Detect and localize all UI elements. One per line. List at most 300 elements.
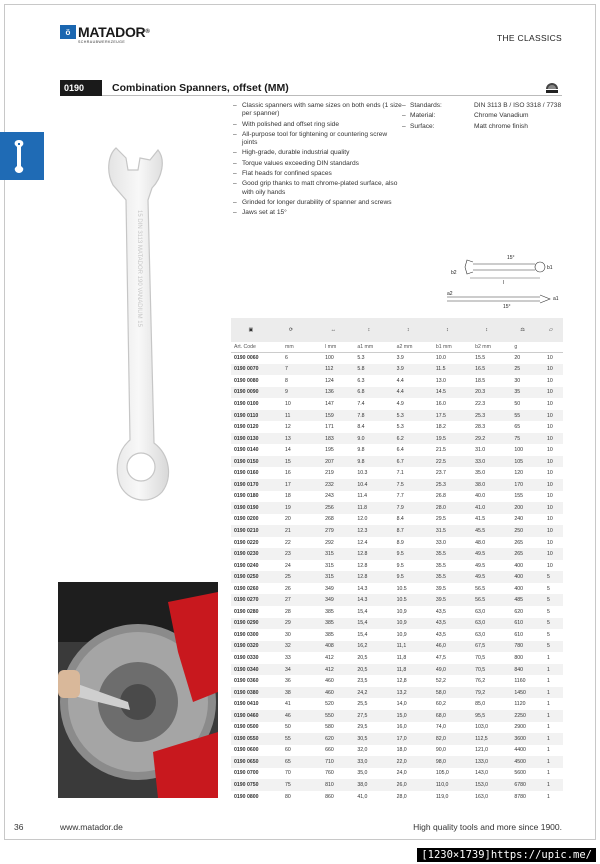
table-cell: 810	[317, 779, 349, 791]
table-cell: 5.3	[389, 410, 428, 422]
table-cell: 0190 0180	[231, 491, 271, 503]
table-cell: 183	[317, 433, 349, 445]
table-cell: 16.0	[428, 398, 467, 410]
table-cell: 65	[506, 421, 539, 433]
table-cell: 315	[317, 571, 349, 583]
table-cell: 349	[317, 594, 349, 606]
table-cell: 349	[317, 583, 349, 595]
table-cell: 12.4	[349, 537, 388, 549]
table-cell: 0190 0800	[231, 791, 271, 803]
table-cell: 7.4	[349, 398, 388, 410]
table-cell: 610	[506, 618, 539, 630]
table-row	[231, 641, 563, 653]
table-cell: 315	[317, 560, 349, 572]
table-cell: 29,5	[349, 722, 388, 734]
feature-item: – Grinded for longer durability of spanner and screws	[233, 198, 392, 206]
table-cell: 0190 0110	[231, 410, 271, 422]
table-cell: 860	[317, 791, 349, 803]
table-cell: 30	[271, 629, 311, 641]
table-cell: 11,8	[389, 664, 428, 676]
table-cell: 3.9	[389, 352, 428, 364]
table-cell: 56.5	[467, 583, 506, 595]
b1-icon: ↕	[428, 318, 467, 342]
table-cell: 49.5	[467, 571, 506, 583]
table-cell: 0190 0290	[231, 618, 271, 630]
b2-icon: ↕	[467, 318, 506, 342]
table-cell: 400	[506, 571, 539, 583]
table-row	[231, 433, 563, 445]
table-cell: 49.5	[467, 548, 506, 560]
table-cell: 385	[317, 606, 349, 618]
table-icon-row	[231, 318, 563, 342]
table-cell: 0190 0230	[231, 548, 271, 560]
table-cell: 0190 0260	[231, 583, 271, 595]
table-cell: 21.5	[428, 444, 467, 456]
table-cell: 48.0	[467, 537, 506, 549]
table-cell: 63,0	[467, 629, 506, 641]
table-cell: 46	[271, 710, 311, 722]
brand-subtitle: SCHRAUBWERKZEUGE	[78, 40, 126, 44]
table-cell: 15,4	[349, 629, 388, 641]
table-row	[231, 491, 563, 503]
table-cell: 28.3	[467, 421, 506, 433]
table-cell: 27,5	[349, 710, 388, 722]
table-cell: 147	[317, 398, 349, 410]
table-cell: 24	[271, 560, 311, 572]
a1-icon: ↕	[349, 318, 388, 342]
table-cell: 29.5	[428, 514, 467, 526]
table-cell: 12.0	[349, 514, 388, 526]
table-cell: 9.5	[389, 571, 428, 583]
table-cell: 6.8	[349, 387, 388, 399]
table-row	[231, 606, 563, 618]
section-label: THE CLASSICS	[496, 33, 562, 43]
table-row	[231, 779, 563, 791]
table-cell: 4.4	[389, 387, 428, 399]
table-cell: 41,0	[349, 791, 388, 803]
table-cell: 1	[539, 791, 563, 803]
table-cell: 760	[317, 768, 349, 780]
table-cell: 412	[317, 652, 349, 664]
table-cell: 10	[539, 364, 563, 376]
table-row	[231, 352, 563, 364]
table-cell: 385	[317, 618, 349, 630]
table-cell: 460	[317, 687, 349, 699]
table-cell: 6.7	[389, 456, 428, 468]
table-cell: 0190 0240	[231, 560, 271, 572]
table-cell: 412	[317, 664, 349, 676]
table-cell: 4.9	[389, 398, 428, 410]
table-cell: 85,0	[467, 698, 506, 710]
table-cell: 7.8	[349, 410, 388, 422]
table-cell: 0190 0600	[231, 745, 271, 757]
table-cell: 15.5	[467, 352, 506, 364]
table-cell: 11.8	[349, 502, 388, 514]
table-cell: 95,5	[467, 710, 506, 722]
table-cell: 710	[317, 756, 349, 768]
table-cell: 33.0	[467, 456, 506, 468]
table-cell: 10	[539, 387, 563, 399]
table-cell: 0190 0300	[231, 629, 271, 641]
table-cell: 10.5	[389, 594, 428, 606]
diagram-b1: b1	[547, 265, 553, 271]
table-cell: 12	[271, 421, 311, 433]
wrench-icon	[12, 138, 26, 174]
table-cell: 207	[317, 456, 349, 468]
table-cell: 20	[271, 514, 311, 526]
table-cell: 0190 0700	[231, 768, 271, 780]
table-cell: 5600	[506, 768, 539, 780]
table-cell: 12.3	[349, 525, 388, 537]
table-cell: 65	[271, 756, 311, 768]
table-cell: 10	[271, 398, 311, 410]
table-cell: 15,0	[389, 710, 428, 722]
table-cell: 50	[506, 398, 539, 410]
table-cell: 4400	[506, 745, 539, 757]
table-cell: 18.2	[428, 421, 467, 433]
table-cell: 400	[506, 560, 539, 572]
feature-item: – High-grade, durable industrial quality	[233, 149, 350, 157]
table-cell: 35	[506, 387, 539, 399]
table-row	[231, 629, 563, 641]
table-cell: 17	[271, 479, 311, 491]
table-cell: 268	[317, 514, 349, 526]
table-cell: 10	[539, 421, 563, 433]
spec-row-standards: – Standards: DIN 3113 B / ISO 3318 / 7738	[402, 102, 562, 109]
table-cell: 195	[317, 444, 349, 456]
table-cell: 10	[539, 444, 563, 456]
table-cell: 8.7	[389, 525, 428, 537]
table-cell: 460	[317, 675, 349, 687]
table-row	[231, 514, 563, 526]
table-row	[231, 398, 563, 410]
table-cell: 11,8	[389, 652, 428, 664]
table-cell: 6	[271, 352, 311, 364]
table-cell: 70,5	[467, 664, 506, 676]
table-cell: 60,2	[428, 698, 467, 710]
table-cell: 315	[317, 548, 349, 560]
table-cell: 580	[317, 722, 349, 734]
table-cell: 5	[539, 641, 563, 653]
spec-list	[402, 102, 562, 133]
table-cell: 219	[317, 467, 349, 479]
table-cell: 8780	[506, 791, 539, 803]
table-row	[231, 583, 563, 595]
table-cell: 112	[317, 364, 349, 376]
table-body	[231, 352, 563, 802]
table-cell: 7.1	[389, 467, 428, 479]
table-cell: 50	[271, 722, 311, 734]
diagram-angle-top: 15°	[507, 255, 515, 261]
table-cell: 10	[539, 467, 563, 479]
table-cell: 25,5	[349, 698, 388, 710]
table-cell: 40.0	[467, 491, 506, 503]
table-cell: 28,0	[389, 791, 428, 803]
table-cell: 170	[506, 479, 539, 491]
packing-box-icon: ▱	[539, 318, 563, 342]
table-cell: 16	[271, 467, 311, 479]
table-row	[231, 710, 563, 722]
table-cell: 10	[539, 514, 563, 526]
table-cell: 68,0	[428, 710, 467, 722]
table-cell: 22.5	[428, 456, 467, 468]
table-cell: 12.8	[349, 548, 388, 560]
table-cell: 14.5	[428, 387, 467, 399]
table-cell: 163,0	[467, 791, 506, 803]
table-cell: 23.7	[428, 467, 467, 479]
spec-row-surface: – Surface: Matt chrome finish	[402, 122, 528, 130]
table-cell: 610	[506, 629, 539, 641]
table-cell: 58,0	[428, 687, 467, 699]
table-cell: 22.3	[467, 398, 506, 410]
table-cell: 27	[271, 594, 311, 606]
table-cell: 5.8	[349, 364, 388, 376]
table-cell: 171	[317, 421, 349, 433]
diagram-l: l	[503, 280, 505, 286]
table-cell: 550	[317, 710, 349, 722]
table-cell: 5	[539, 618, 563, 630]
art-code-icon: ▣	[231, 318, 271, 342]
table-cell: 265	[506, 537, 539, 549]
table-cell: 0190 0200	[231, 514, 271, 526]
table-cell: 0190 0410	[231, 698, 271, 710]
table-cell: 10,9	[389, 629, 428, 641]
page-number: 36	[14, 822, 24, 832]
table-cell: 100	[506, 444, 539, 456]
table-cell: 1	[539, 768, 563, 780]
table-cell: 10,9	[389, 606, 428, 618]
table-cell: 29	[271, 618, 311, 630]
table-cell: 39.5	[428, 583, 467, 595]
table-cell: 155	[506, 491, 539, 503]
table-cell: 110,0	[428, 779, 467, 791]
table-cell: 10	[539, 479, 563, 491]
table-cell: 33	[271, 652, 311, 664]
table-cell: 14.3	[349, 583, 388, 595]
table-cell: 29.2	[467, 433, 506, 445]
table-cell: 15,4	[349, 618, 388, 630]
table-cell: 10.0	[428, 352, 467, 364]
table-cell: 52,2	[428, 675, 467, 687]
table-cell: 0190 0170	[231, 479, 271, 491]
table-cell: 9.0	[349, 433, 388, 445]
feature-list	[233, 102, 403, 220]
feature-item: – Flat heads for confined spaces	[233, 170, 332, 178]
table-cell: 9.8	[349, 456, 388, 468]
feature-item: – Jaws set at 15°	[233, 209, 287, 217]
table-cell: 33.0	[428, 537, 467, 549]
table-cell: 38.0	[467, 479, 506, 491]
table-cell: 385	[317, 629, 349, 641]
table-cell: 1450	[506, 687, 539, 699]
table-cell: 14,0	[389, 698, 428, 710]
table-cell: 67,5	[467, 641, 506, 653]
table-cell: 0190 0460	[231, 710, 271, 722]
table-cell: 12,8	[389, 675, 428, 687]
table-cell: 43,5	[428, 606, 467, 618]
table-row	[231, 756, 563, 768]
table-cell: 35,0	[349, 768, 388, 780]
combination-spanner-image	[58, 100, 218, 570]
table-cell: 112,5	[467, 733, 506, 745]
table-cell: 9	[271, 387, 311, 399]
table-row	[231, 525, 563, 537]
feature-item: – Torque values exceeding DIN standards	[233, 159, 359, 167]
table-cell: 10	[539, 410, 563, 422]
table-cell: 49,0	[428, 664, 467, 676]
table-cell: 38,0	[349, 779, 388, 791]
table-cell: 35.5	[428, 571, 467, 583]
table-cell: 8	[271, 375, 311, 387]
table-cell: 250	[506, 525, 539, 537]
table-cell: 119,0	[428, 791, 467, 803]
table-row	[231, 479, 563, 491]
table-cell: 485	[506, 594, 539, 606]
table-cell: 47,5	[428, 652, 467, 664]
table-cell: 0190 0160	[231, 467, 271, 479]
table-cell: 13	[271, 433, 311, 445]
table-cell: 20.3	[467, 387, 506, 399]
table-cell: 4.4	[389, 375, 428, 387]
table-cell: 18,0	[389, 745, 428, 757]
table-cell: 10	[539, 560, 563, 572]
table-cell: 620	[506, 606, 539, 618]
table-cell: 10	[539, 502, 563, 514]
table-row	[231, 745, 563, 757]
table-cell: 660	[317, 745, 349, 757]
table-cell: 10.5	[389, 583, 428, 595]
table-cell: 12.8	[349, 571, 388, 583]
table-cell: 22	[271, 537, 311, 549]
table-cell: 0190 0210	[231, 525, 271, 537]
table-cell: 28	[271, 606, 311, 618]
table-cell: 408	[317, 641, 349, 653]
table-cell: 133,0	[467, 756, 506, 768]
table-cell: 31.0	[467, 444, 506, 456]
table-cell: 41	[271, 698, 311, 710]
table-cell: 292	[317, 537, 349, 549]
table-cell: 20,5	[349, 664, 388, 676]
brand-registered: ®	[145, 29, 150, 35]
table-cell: 41.0	[467, 502, 506, 514]
table-cell: 6.2	[389, 433, 428, 445]
table-row	[231, 722, 563, 734]
table-cell: 265	[506, 548, 539, 560]
footer-url[interactable]: www.matador.de	[60, 822, 123, 832]
table-cell: 7.5	[389, 479, 428, 491]
table-cell: 100	[317, 352, 349, 364]
a2-icon: ↕	[389, 318, 428, 342]
table-cell: 2250	[506, 710, 539, 722]
table-cell: 76,2	[467, 675, 506, 687]
table-cell: 70	[271, 768, 311, 780]
table-cell: 0190 0320	[231, 641, 271, 653]
table-cell: 10	[539, 352, 563, 364]
table-cell: 70,5	[467, 652, 506, 664]
table-cell: 8.4	[349, 421, 388, 433]
spec-row-material: – Material: Chrome Vanadium	[402, 112, 529, 120]
table-cell: 5	[539, 583, 563, 595]
category-tab-spanners[interactable]	[0, 132, 38, 180]
table-row	[231, 733, 563, 745]
table-cell: 22,0	[389, 756, 428, 768]
table-cell: 136	[317, 387, 349, 399]
table-cell: 256	[317, 502, 349, 514]
feature-item: – Classic spanners with same sizes on both ends (1 size per spanner)	[233, 102, 402, 118]
table-cell: 55	[506, 410, 539, 422]
table-cell: 0190 0250	[231, 571, 271, 583]
table-row	[231, 687, 563, 699]
brake-disc-photo	[58, 582, 218, 798]
table-cell: 105	[506, 456, 539, 468]
table-cell: 11.5	[428, 364, 467, 376]
table-cell: 16,0	[389, 722, 428, 734]
table-cell: 23	[271, 548, 311, 560]
table-cell: 35.5	[428, 548, 467, 560]
table-row	[231, 387, 563, 399]
feature-item: – All-purpose tool for tightening or countering screw joints	[233, 130, 388, 147]
table-cell: 1	[539, 745, 563, 757]
table-cell: 1	[539, 710, 563, 722]
table-cell: 10	[539, 548, 563, 560]
table-row	[231, 502, 563, 514]
table-cell: 39.5	[428, 594, 467, 606]
table-cell: 232	[317, 479, 349, 491]
table-cell: 46,0	[428, 641, 467, 653]
table-cell: 1	[539, 733, 563, 745]
table-cell: 20,5	[349, 652, 388, 664]
table-cell: 25.3	[428, 479, 467, 491]
table-cell: 2900	[506, 722, 539, 734]
table-cell: 10	[539, 537, 563, 549]
table-cell: 25	[271, 571, 311, 583]
table-cell: 19.5	[428, 433, 467, 445]
table-cell: 5.3	[389, 421, 428, 433]
table-cell: 10	[539, 398, 563, 410]
table-cell: 1	[539, 675, 563, 687]
table-cell: 8.9	[389, 537, 428, 549]
table-cell: 1	[539, 722, 563, 734]
table-row	[231, 467, 563, 479]
table-cell: 143,0	[467, 768, 506, 780]
diagram-a2: a2	[447, 291, 453, 297]
table-cell: 0190 0120	[231, 421, 271, 433]
table-cell: 0190 0650	[231, 756, 271, 768]
table-cell: 75	[271, 779, 311, 791]
table-cell: 0190 0070	[231, 364, 271, 376]
table-cell: 63,0	[467, 618, 506, 630]
table-cell: 60	[271, 745, 311, 757]
table-cell: 5	[539, 606, 563, 618]
table-row	[231, 560, 563, 572]
diagram-angle-bottom: 15°	[503, 304, 511, 310]
dimensions-table	[231, 318, 563, 802]
table-cell: 1160	[506, 675, 539, 687]
feature-item: – Good grip thanks to matt chrome-plated surface, also with oily hands	[233, 180, 398, 196]
table-cell: 0190 0270	[231, 594, 271, 606]
feature-item: – With polished and offset ring side	[233, 120, 340, 128]
table-cell: 200	[506, 502, 539, 514]
table-cell: 10,9	[389, 618, 428, 630]
table-cell: 28.0	[428, 502, 467, 514]
table-row	[231, 571, 563, 583]
table-cell: 0190 0750	[231, 779, 271, 791]
table-cell: 90,0	[428, 745, 467, 757]
table-cell: 14.3	[349, 594, 388, 606]
table-cell: 8.4	[389, 514, 428, 526]
table-cell: 26	[271, 583, 311, 595]
table-cell: 17.5	[428, 410, 467, 422]
